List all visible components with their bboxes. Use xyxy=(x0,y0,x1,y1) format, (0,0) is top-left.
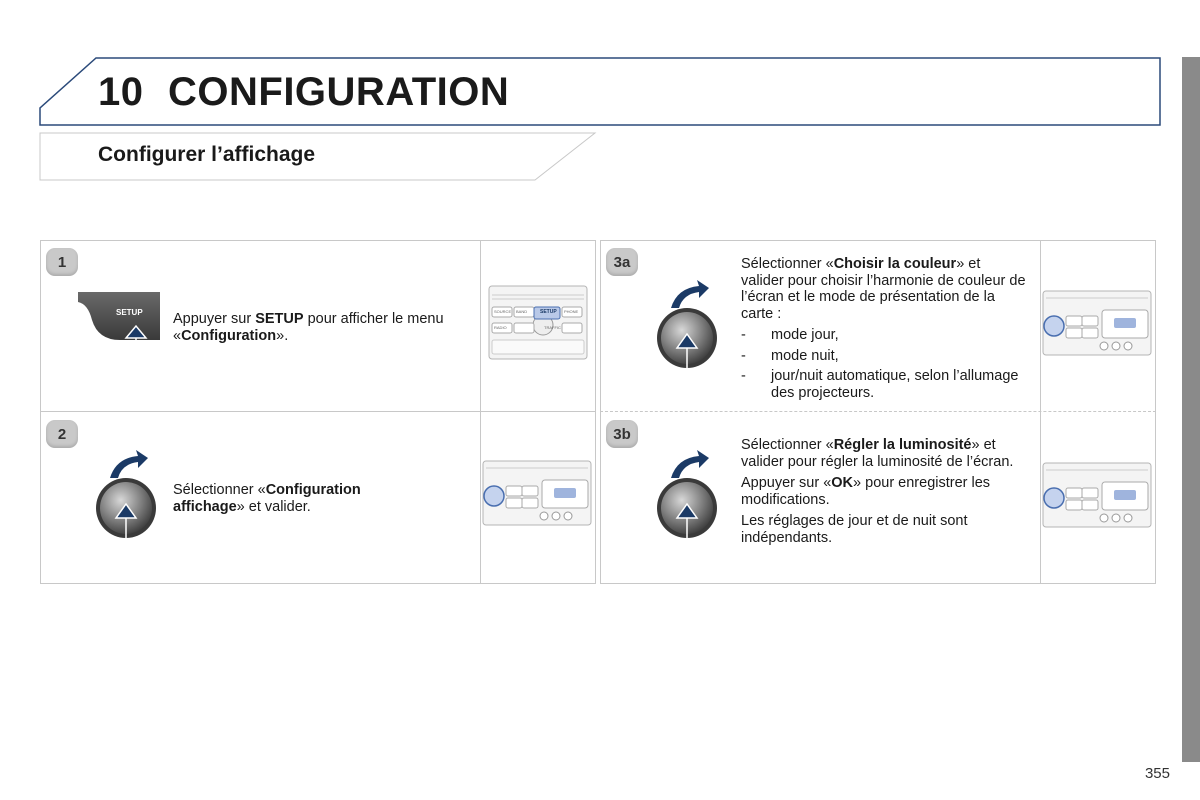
rotary-knob-icon xyxy=(655,278,719,374)
text: pour afficher le menu « xyxy=(173,311,444,344)
list-item: - mode jour, xyxy=(741,327,1026,344)
text: » pour enregistrer les modifications. xyxy=(741,475,991,508)
console-button-label: PHONE xyxy=(564,309,579,314)
chapter-tab-bar xyxy=(1182,57,1200,762)
radio-console-illustration xyxy=(482,460,592,526)
step-badge-1: 1 xyxy=(46,248,78,276)
panel-divider xyxy=(600,411,1156,412)
console-button-label: SOURCE xyxy=(494,309,512,314)
text: » et valider pour choisir l’harmonie de couleur de l’écran et le mode de présentation de la carte : xyxy=(741,256,1026,322)
step-badge-3b: 3b xyxy=(606,420,638,448)
text-bold: OK xyxy=(831,475,854,491)
setup-key-icon xyxy=(78,290,162,362)
chapter-number: 10 xyxy=(98,70,144,114)
step-badge-3a: 3a xyxy=(606,248,638,276)
console-setup-label: SETUP xyxy=(540,309,557,315)
text: » et valider. xyxy=(236,498,311,515)
radio-console-illustration xyxy=(488,285,588,360)
panel-divider xyxy=(40,411,596,412)
step-badge-2: 2 xyxy=(46,420,78,448)
list-item: - mode nuit, xyxy=(741,348,1026,365)
radio-console-illustration xyxy=(1042,290,1152,356)
console-button-label: BAND xyxy=(516,309,528,314)
text: Appuyer sur « xyxy=(741,475,832,491)
text: Sélectionner « xyxy=(173,482,266,498)
chapter-title: CONFIGURATION xyxy=(168,70,510,114)
rotary-knob-icon xyxy=(94,448,158,544)
panel-divider xyxy=(480,240,481,584)
step-1-text xyxy=(173,311,463,344)
console-button-label: RADIO xyxy=(494,325,507,330)
text: » et valider pour régler la luminosité de l’écran. xyxy=(741,437,1014,470)
step-3a-text xyxy=(741,256,1026,405)
rotary-knob-icon xyxy=(655,448,719,544)
text: Les réglages de jour et de nuit sont indépendants. xyxy=(741,513,968,546)
panel-divider xyxy=(1040,240,1041,584)
page-number: 355 xyxy=(1144,765,1170,782)
text: Sélectionner « xyxy=(741,437,834,453)
step-2-text xyxy=(173,482,433,515)
console-button-label: TRAFFIC xyxy=(544,325,561,330)
section-title: Configurer l’affichage xyxy=(98,143,316,166)
setup-key-label: SETUP xyxy=(116,308,143,317)
text-bold: Configuration affichage xyxy=(173,482,361,515)
mode-list xyxy=(741,327,1026,401)
text-bold: Régler la luminosité xyxy=(833,437,972,453)
text-bold: SETUP xyxy=(255,311,304,327)
text: Sélectionner « xyxy=(741,256,834,272)
radio-console-illustration xyxy=(1042,462,1152,528)
step-3b-text xyxy=(741,437,1026,551)
text-bold: Choisir la couleur xyxy=(833,256,957,272)
text: Appuyer sur xyxy=(173,311,256,327)
list-item: - jour/nuit automatique, selon l’allumage des projecteurs. xyxy=(741,368,1026,401)
text-bold: Configuration xyxy=(181,327,277,344)
text: ». xyxy=(276,327,289,344)
